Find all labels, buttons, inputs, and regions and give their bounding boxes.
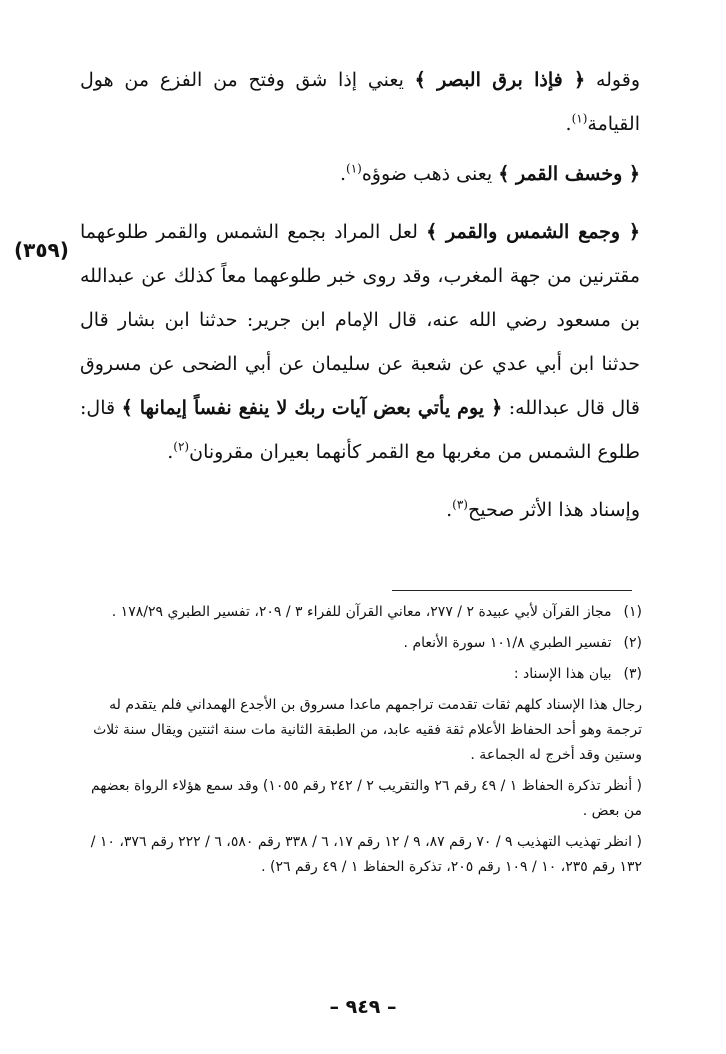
footnote-ref: (١) [346, 161, 362, 176]
footnote-1 [72, 600, 642, 625]
p2-end: . [339, 163, 346, 185]
footnote-number: (٣) [623, 666, 642, 682]
footnote-ref: (١) [571, 111, 588, 126]
paragraph-3 [80, 210, 640, 474]
footnote-ref: (٣) [452, 497, 468, 512]
paragraph-4 [80, 488, 640, 532]
p3-text-2: قال: طلوع الشمس من مغربها مع القمر كأنهما بعيران مقرونان [80, 397, 640, 463]
footnote-divider [392, 590, 632, 591]
quran-verse: ﴿ وخسف القمر ﴾ [498, 163, 640, 185]
p1-text: يعني إذا شق وفتح من الفزع من هول القيامة [80, 69, 640, 135]
footnote-text: تفسير الطبري ١٠١/٨ سورة الأنعام . [403, 635, 612, 651]
p3-end: . [167, 441, 174, 463]
footnote-3-body-1: رجال هذا الإسناد كلهم ثقات تقدمت تراجمهم ماعدا مسروق بن الأجدع الهمداني فلم يتقدم له ترجمة وهو أحد الحفاظ الأعلام ثقة فقيه عابد، من الطبقة الثانية مات سنة اثنتين ويقال سنة ثلاث وستين وقد أخرج له الجماعة . [93, 697, 642, 763]
footnote-3 [72, 662, 642, 687]
footnote-text: مجاز القرآن لأبي عبيدة ٢ / ٢٧٧، معاني القرآن للفراء ٣ / ٢٠٩، تفسير الطبري ١٧٨/٢٩ . [111, 604, 612, 620]
quran-verse: ﴿ وجمع الشمس والقمر ﴾ [426, 221, 640, 243]
footnote-2 [72, 631, 642, 656]
footnote-ref: (٢) [173, 439, 190, 454]
main-text [80, 58, 640, 546]
footnote-number: (٢) [623, 635, 642, 651]
footnote-3-body-2: ( أنظر تذكرة الحفاظ ١ / ٤٩ رقم ٢٦ والتقريب ٢ / ٢٤٢ رقم ١٠٥٥) وقد سمع هؤلاء الرواة بعضهم من بعض . [90, 778, 642, 819]
p1-pre: وقوله [595, 69, 641, 91]
p4-text: وإسناد هذا الأثر صحيح [467, 499, 640, 521]
quran-verse: ﴿ يوم يأتي بعض آيات ربك لا ينفع نفساً إيمانها ﴾ [121, 397, 503, 419]
p1-end: . [565, 113, 572, 135]
paragraph-1 [80, 58, 640, 146]
footnote-3-body-3: ( انظر تهذيب التهذيب ٩ / ٧٠ رقم ٨٧، ٩ / ١٢ رقم ١٧، ٦ / ٣٣٨ رقم ٥٨٠، ٦ / ٢٢٢ رقم ٣٧٦، ١٠ / ١٣٢ رقم ٢٣٥، ١٠ / ١٠٩ رقم ٢٠٥، تذكرة الحفاظ ١ / ٤٩ رقم ٢٦) . [90, 834, 642, 875]
footnotes [72, 600, 642, 886]
margin-marker: (٣٥٩) [14, 238, 69, 262]
page-number: – ٩٤٩ – [329, 996, 397, 1018]
quran-verse: ﴿ فإذا برق البصر ﴾ [414, 69, 586, 91]
p4-end: . [446, 499, 453, 521]
footnote-number: (١) [623, 604, 642, 620]
p2-text: يعنى ذهب ضوؤه [361, 163, 493, 185]
p3-text-1: لعل المراد بجمع الشمس والقمر طلوعهما مقترنين من جهة المغرب، وقد روى خبر طلوعهما معاً كذلك عن عبدالله بن مسعود رضي الله عنه، قال الإمام ابن جرير: حدثنا ابن بشار قال حدثنا ابن أبي عدي عن شعبة عن سليمان عن أبي الضحى عن مسروق قال قال عبدالله: [80, 221, 641, 419]
paragraph-2 [80, 152, 640, 196]
footnote-text: بيان هذا الإسناد : [513, 666, 612, 682]
